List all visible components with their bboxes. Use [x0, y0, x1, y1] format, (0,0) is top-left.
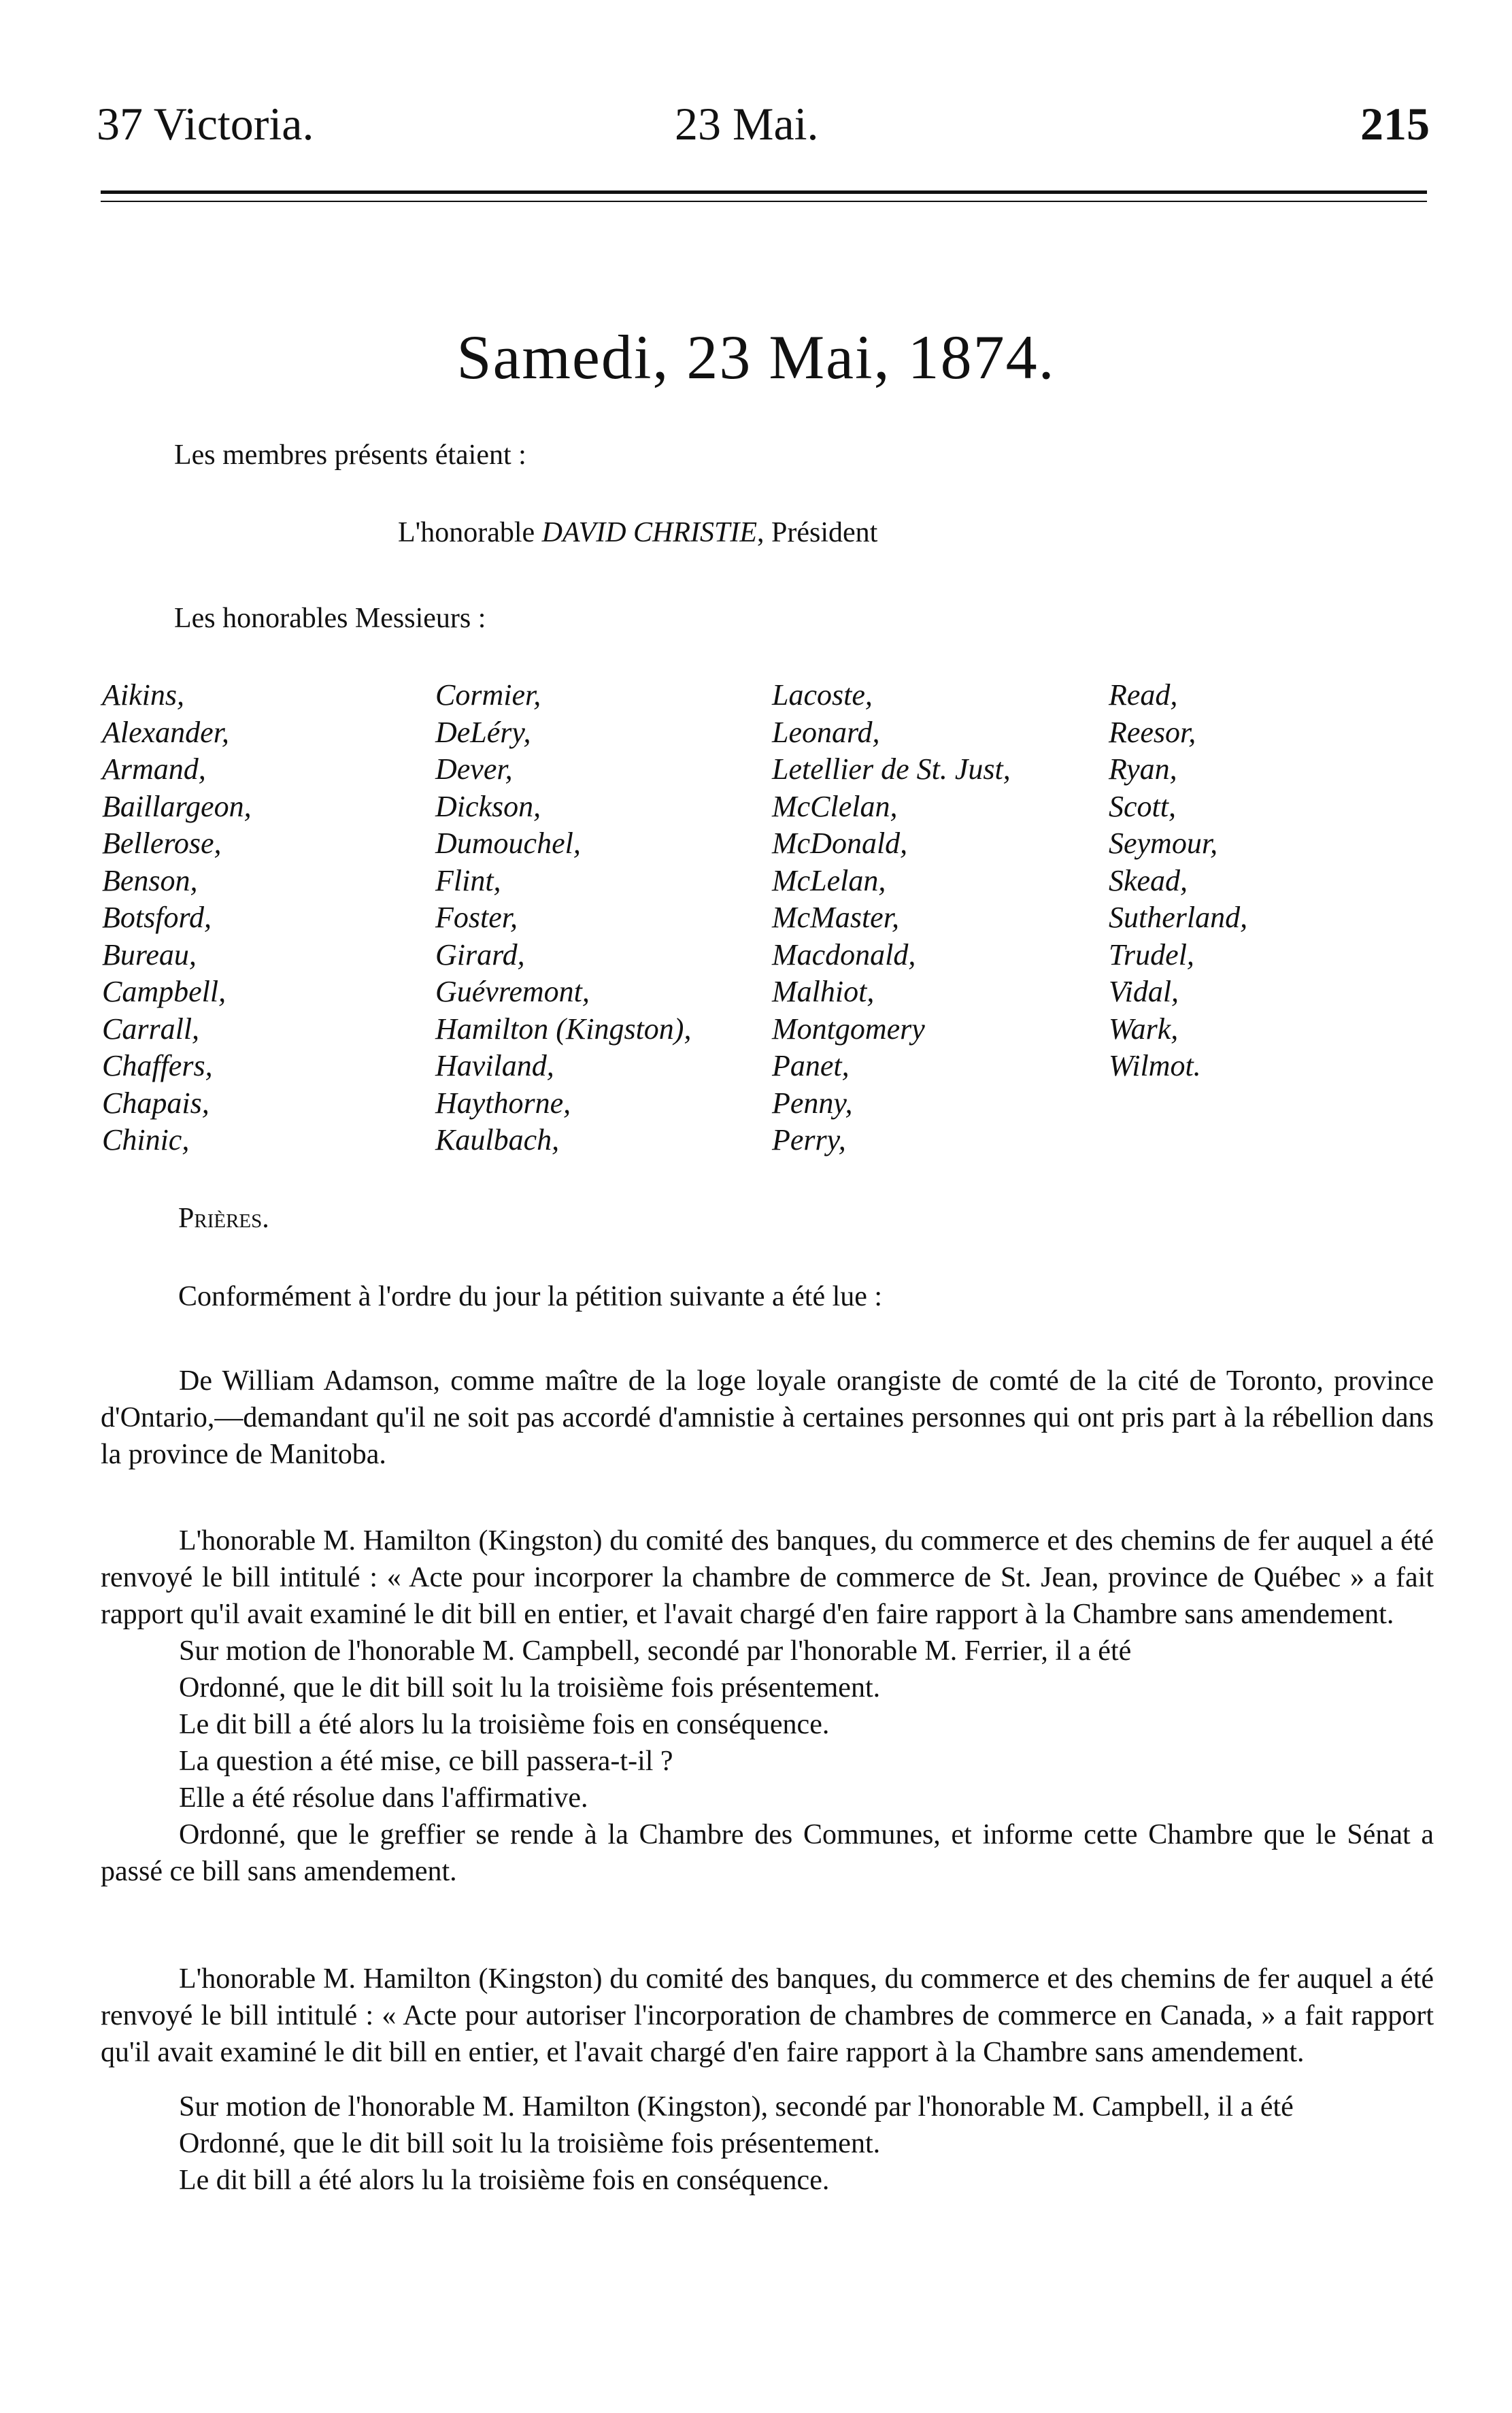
member-name: Hamilton (Kingston), — [435, 1012, 692, 1046]
page-title: Samedi, 23 Mai, 1874. — [456, 322, 1056, 392]
member-name: Guévremont, — [435, 975, 590, 1008]
members-list — [102, 677, 1394, 1167]
member-name: Botsford, — [102, 901, 212, 934]
member-name: McLelan, — [772, 863, 886, 897]
member-name: Trudel, — [1109, 937, 1194, 971]
member-name: Macdonald, — [772, 937, 916, 971]
member-name: McMaster, — [772, 901, 899, 934]
member-name: Bellerose, — [102, 827, 222, 860]
member-name: Scott, — [1109, 789, 1176, 823]
member-name: Haviland, — [435, 1049, 554, 1082]
members-column-1 — [102, 677, 252, 1159]
present-label: Les membres présents étaient : — [174, 439, 526, 471]
petition-text: De William Adamson, comme maître de la loge loyale orangiste de comté de la cité de Toronto, province d'Ontario,—demandant qu'il ne soit pas accordé d'amnistie à certaines personnes qui ont pris part à la rébellion dans la province de Manitoba. — [101, 1365, 1434, 1470]
president-suffix: , Président — [757, 517, 878, 548]
member-name: Chapais, — [102, 1086, 209, 1120]
member-name: Sutherland, — [1109, 901, 1248, 934]
report-1-final: Ordonné, que le greffier se rende à la Chambre des Communes, et informe cette Chambre que le Sénat a passé ce bill sans amendement. — [101, 1819, 1434, 1887]
running-header — [97, 98, 1430, 176]
member-name: Benson, — [102, 863, 198, 897]
member-name: Penny, — [772, 1086, 853, 1120]
member-name: Wilmot. — [1109, 1049, 1201, 1082]
report-1-line: Le dit bill a été alors lu la troisième fois en conséquence. — [179, 1709, 830, 1740]
member-name: Wark, — [1109, 1012, 1179, 1046]
member-name: Kaulbach, — [435, 1123, 560, 1156]
petition-paragraph — [101, 1363, 1434, 1473]
member-name: Baillargeon, — [102, 789, 252, 823]
page-number: 215 — [1360, 98, 1430, 150]
member-name: Aikins, — [102, 678, 184, 712]
petition-intro: Conformément à l'ordre du jour la pétition suivante a été lue : — [178, 1281, 883, 1312]
header-rule-thick — [101, 190, 1427, 194]
member-name: Alexander, — [102, 715, 229, 749]
messieurs-label: Les honorables Messieurs : — [174, 603, 486, 634]
header-rule-thin — [101, 201, 1427, 202]
member-name: McDonald, — [772, 827, 908, 860]
members-column-3 — [772, 677, 1011, 1159]
members-column-4 — [1109, 677, 1247, 1085]
member-name: Haythorne, — [435, 1086, 571, 1120]
report-2 — [101, 1961, 1434, 2199]
report-2-motion: Sur motion de l'honorable M. Hamilton (Kingston), secondé par l'honorable M. Campbell, il a été — [179, 2091, 1294, 2123]
member-name: Chinic, — [102, 1123, 190, 1156]
member-name: Letellier de St. Just, — [772, 752, 1011, 786]
member-name: Montgomery — [772, 1012, 925, 1046]
member-name: Malhiot, — [772, 975, 875, 1008]
report-1-line: Ordonné, que le dit bill soit lu la troisième fois présentement. — [179, 1672, 881, 1703]
report-2-line: Ordonné, que le dit bill soit lu la troisième fois présentement. — [179, 2128, 881, 2159]
member-name: Girard, — [435, 937, 525, 971]
member-name: Panet, — [772, 1049, 850, 1082]
member-name: Lacoste, — [772, 678, 873, 712]
member-name: Chaffers, — [102, 1049, 213, 1082]
member-name: Dickson, — [435, 789, 541, 823]
president-prefix: L'honorable — [398, 517, 542, 548]
member-name: Vidal, — [1109, 975, 1179, 1008]
president-name: DAVID CHRISTIE — [541, 517, 758, 548]
report-1-intro: L'honorable M. Hamilton (Kingston) du comité des banques, du commerce et des chemins de fer auquel a été renvoyé le bill intitulé : « Acte pour incorporer la chambre de commerce de St. Jean, province de Québec » a fait rapport qu'il avait examiné le dit bill en entier, et l'avait chargé d'en faire rapport à la Chambre sans amendement. — [101, 1525, 1434, 1630]
report-1-line: Elle a été résolue dans l'affirmative. — [179, 1782, 588, 1814]
prayers-heading: Prières. — [178, 1203, 269, 1234]
member-name: Perry, — [772, 1123, 846, 1156]
members-column-2 — [435, 677, 691, 1159]
member-name: Armand, — [102, 752, 206, 786]
report-1-line: Sur motion de l'honorable M. Campbell, secondé par l'honorable M. Ferrier, il a été — [179, 1635, 1132, 1667]
member-name: Foster, — [435, 901, 518, 934]
report-1 — [101, 1522, 1434, 1890]
member-name: Read, — [1109, 678, 1178, 712]
president-line — [398, 518, 877, 547]
report-1-line: La question a été mise, ce bill passera-t-il ? — [179, 1746, 673, 1777]
member-name: Skead, — [1109, 863, 1188, 897]
member-name: Leonard, — [772, 715, 880, 749]
member-name: DeLéry, — [435, 715, 531, 749]
member-name: Dumouchel, — [435, 827, 581, 860]
member-name: Campbell, — [102, 975, 226, 1008]
member-name: Reesor, — [1109, 715, 1196, 749]
report-2-line: Le dit bill a été alors lu la troisième fois en conséquence. — [179, 2165, 830, 2196]
header-date: 23 Mai. — [675, 98, 819, 150]
member-name: Carrall, — [102, 1012, 200, 1046]
member-name: Flint, — [435, 863, 501, 897]
member-name: Seymour, — [1109, 827, 1218, 860]
member-name: McClelan, — [772, 789, 898, 823]
member-name: Ryan, — [1109, 752, 1177, 786]
member-name: Dever, — [435, 752, 513, 786]
member-name: Cormier, — [435, 678, 541, 712]
report-2-intro: L'honorable M. Hamilton (Kingston) du comité des banques, du commerce et des chemins de fer auquel a été renvoyé le bill intitulé : « Acte pour autoriser l'incorporation de chambres de commerce en Canada, » a fait rapport qu'il avait examiné le dit bill en entier, et l'avait chargé d'en faire rapport à la Chambre sans amendement. — [101, 1963, 1434, 2068]
header-regnal-year: 37 Victoria. — [97, 98, 314, 150]
member-name: Bureau, — [102, 937, 197, 971]
